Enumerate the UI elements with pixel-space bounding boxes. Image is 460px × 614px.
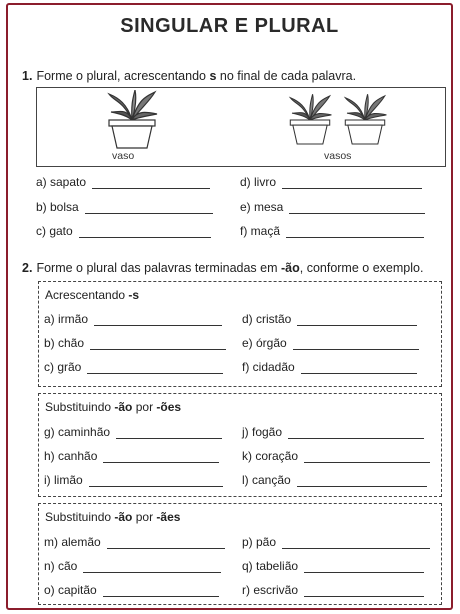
section-heading: Acrescentando -s [45,288,140,302]
plant-illustration-box [36,87,446,167]
answer-line[interactable] [83,561,221,573]
item-label: e) mesa [240,200,284,214]
answer-line[interactable] [282,177,422,189]
item-label: k) coração [242,449,299,463]
question-1-text-before: Forme o plural, acrescentando [36,69,210,83]
answer-line[interactable] [107,537,225,549]
item-label: e) órgão [242,336,287,350]
answer-row[interactable] [242,559,424,573]
potted-plant-icon [280,90,340,150]
item-label: r) escrivão [242,583,299,597]
answer-row[interactable] [36,175,210,189]
item-label: l) canção [242,473,291,487]
potted-plant-icon [335,90,395,150]
answer-row[interactable] [36,224,211,238]
question-1 [22,69,356,83]
image-label-vasos: vasos [324,150,352,162]
answer-line[interactable] [94,314,222,326]
answer-row[interactable] [44,336,226,350]
answer-row[interactable] [242,449,430,463]
answer-row[interactable] [242,535,430,549]
answer-line[interactable] [79,226,211,238]
item-label: d) cristão [242,312,292,326]
answer-line[interactable] [293,338,419,350]
answer-line[interactable] [288,427,424,439]
section-heading: Substituindo -ão por -ões [45,400,182,414]
item-label: f) maçã [240,224,281,238]
answer-row[interactable] [242,360,417,374]
answer-line[interactable] [116,427,222,439]
answer-row[interactable] [240,224,424,238]
question-2-bold-ao: -ão [281,261,300,275]
answer-row[interactable] [240,200,425,214]
answer-row[interactable] [240,175,422,189]
item-label: o) capitão [44,583,97,597]
question-1-bold-s: s [209,69,217,83]
answer-line[interactable] [85,202,213,214]
answer-line[interactable] [89,475,223,487]
question-2-text-after: , conforme o exemplo. [299,261,424,275]
answer-row[interactable] [44,535,225,549]
item-label: g) caminhão [44,425,111,439]
question-1-text-after: no final de cada palavra. [216,69,357,83]
item-label: b) chão [44,336,85,350]
answer-line[interactable] [103,585,219,597]
image-label-vaso: vaso [112,150,135,162]
answer-row[interactable] [44,449,219,463]
answer-line[interactable] [286,226,424,238]
item-label: b) bolsa [36,200,79,214]
answer-row[interactable] [36,200,213,214]
item-label: c) grão [44,360,82,374]
question-2-number: 2. [22,261,33,275]
page-title: SINGULAR E PLURAL [120,15,339,37]
item-label: m) alemão [44,535,101,549]
potted-plant-icon [97,90,167,150]
answer-row[interactable] [242,312,417,326]
item-label: a) sapato [36,175,87,189]
answer-row[interactable] [242,425,424,439]
answer-line[interactable] [103,451,219,463]
answer-line[interactable] [92,177,210,189]
answer-row[interactable] [44,583,219,597]
item-label: i) limão [44,473,83,487]
answer-line[interactable] [304,585,424,597]
worksheet-page [6,3,453,610]
item-label: h) canhão [44,449,98,463]
item-label: a) irmão [44,312,89,326]
item-label: f) cidadão [242,360,295,374]
answer-line[interactable] [90,338,226,350]
answer-row[interactable] [242,336,419,350]
answer-row[interactable] [44,473,223,487]
item-label: j) fogão [242,425,283,439]
answer-row[interactable] [242,583,424,597]
answer-line[interactable] [297,314,417,326]
answer-line[interactable] [301,362,417,374]
answer-line[interactable] [87,362,223,374]
answer-row[interactable] [44,425,222,439]
question-1-number: 1. [22,69,33,83]
answer-line[interactable] [282,537,430,549]
answer-line[interactable] [297,475,427,487]
answer-line[interactable] [304,561,424,573]
item-label: d) livro [240,175,277,189]
answer-line[interactable] [304,451,430,463]
item-label: n) cão [44,559,78,573]
answer-row[interactable] [242,473,427,487]
answer-line[interactable] [289,202,425,214]
answer-row[interactable] [44,559,221,573]
section-heading: Substituindo -ão por -ães [45,510,181,524]
item-label: c) gato [36,224,73,238]
question-2-text-before: Forme o plural das palavras terminadas em [36,261,281,275]
question-2 [22,261,423,275]
item-label: p) pão [242,535,277,549]
answer-row[interactable] [44,312,222,326]
item-label: q) tabelião [242,559,299,573]
answer-row[interactable] [44,360,223,374]
